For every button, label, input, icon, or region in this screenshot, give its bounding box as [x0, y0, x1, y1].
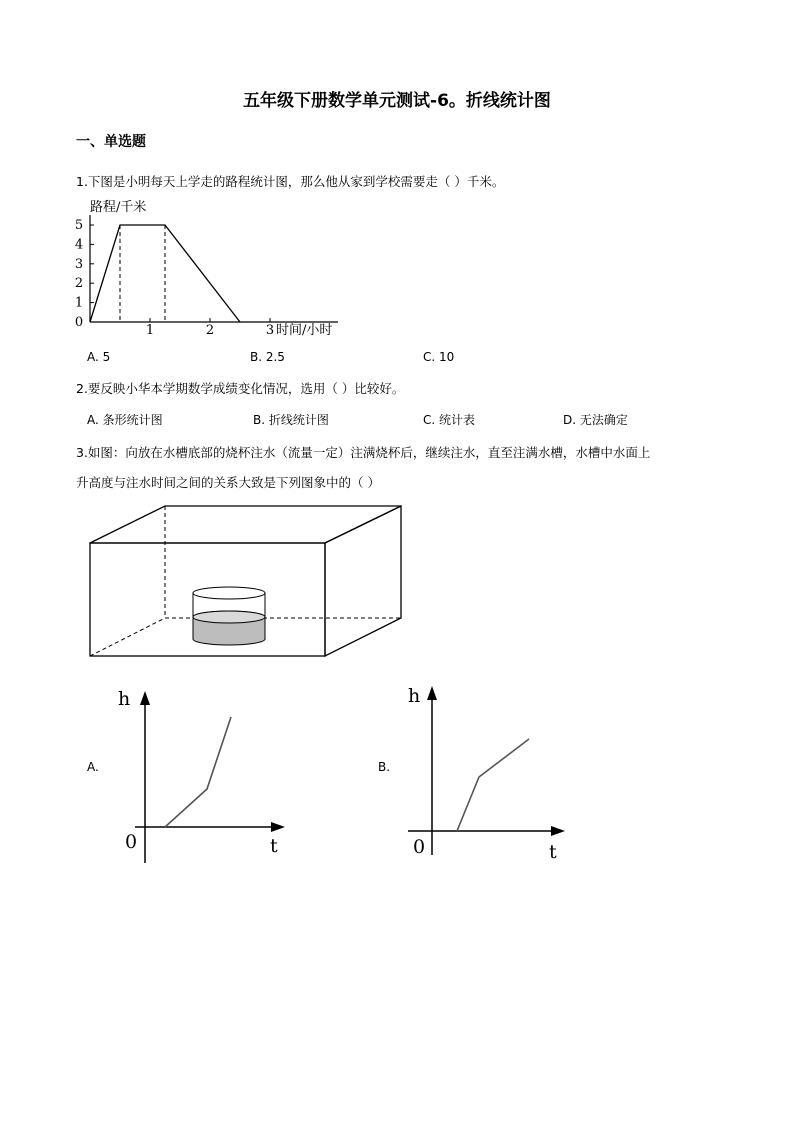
y-tick-label: 4	[74, 237, 84, 253]
tank-hidden-edge-diagonal	[90, 618, 165, 656]
q1-option-c[interactable]: C. 10	[423, 350, 455, 364]
q3-option-b-label[interactable]: B.	[378, 760, 391, 774]
water-tank-diagram	[85, 500, 415, 665]
beaker	[193, 587, 265, 645]
graph-a-y-arrow	[140, 691, 150, 705]
q3-graph-a	[115, 685, 295, 870]
x-axis-label: 时间/小时	[276, 323, 333, 338]
q2-option-c[interactable]: C. 统计表	[423, 413, 476, 427]
graph-b-curve	[457, 739, 529, 831]
y-tick-label: 3	[74, 256, 84, 272]
q2-option-b[interactable]: B. 折线统计图	[253, 413, 329, 427]
q1-line-chart	[70, 195, 370, 340]
graph-b-y-arrow	[427, 686, 437, 700]
graph-b-x-arrow	[551, 826, 565, 836]
question-2-text: 2.要反映小华本学期数学成绩变化情况，选用（ ）比较好。	[76, 381, 405, 396]
question-3-text-line-1: 3.如图：向放在水槽底部的烧杯注水（流量一定）注满烧杯后，继续注水，直至注满水槽，水槽中水面上	[76, 445, 651, 460]
y-tick-label: 2	[74, 276, 84, 292]
graph-b-origin-label: 0	[413, 836, 426, 858]
page-title: 五年级下册数学单元测试-6。折线统计图	[243, 91, 551, 111]
y-tick-label: 0	[74, 315, 84, 330]
question-1-text: 1.下图是小明每天上学走的路程统计图，那么他从家到学校需要走（ ）千米。	[76, 174, 505, 189]
tank-right-face	[325, 506, 401, 656]
q2-option-d[interactable]: D. 无法确定	[563, 413, 628, 427]
y-axis-label: 路程/千米	[90, 200, 147, 215]
graph-a-origin-label: 0	[125, 831, 138, 853]
graph-b-h-label: h	[408, 685, 421, 707]
q3-option-a-label[interactable]: A.	[87, 760, 99, 774]
x-tick-label: 3	[265, 323, 275, 338]
y-tick-label: 5	[74, 218, 84, 233]
graph-a-curve	[165, 717, 231, 827]
x-tick-label: 1	[145, 323, 155, 338]
graph-a-h-label: h	[118, 688, 131, 710]
graph-a-t-label: t	[270, 835, 278, 857]
tank-top-face	[90, 506, 401, 543]
q1-option-b[interactable]: B. 2.5	[250, 350, 285, 364]
x-tick-label: 2	[205, 323, 215, 338]
graph-b-t-label: t	[549, 841, 557, 863]
q2-option-a[interactable]: A. 条形统计图	[87, 413, 163, 427]
q1-option-a[interactable]: A. 5	[87, 350, 111, 364]
q3-graph-b	[405, 680, 585, 865]
question-3-text-line-2: 升高度与注水时间之间的关系大致是下列图象中的（ ）	[76, 475, 380, 490]
y-tick-label: 1	[74, 295, 84, 311]
section-heading: 一、单选题	[76, 134, 146, 150]
graph-a-x-arrow	[271, 822, 285, 832]
